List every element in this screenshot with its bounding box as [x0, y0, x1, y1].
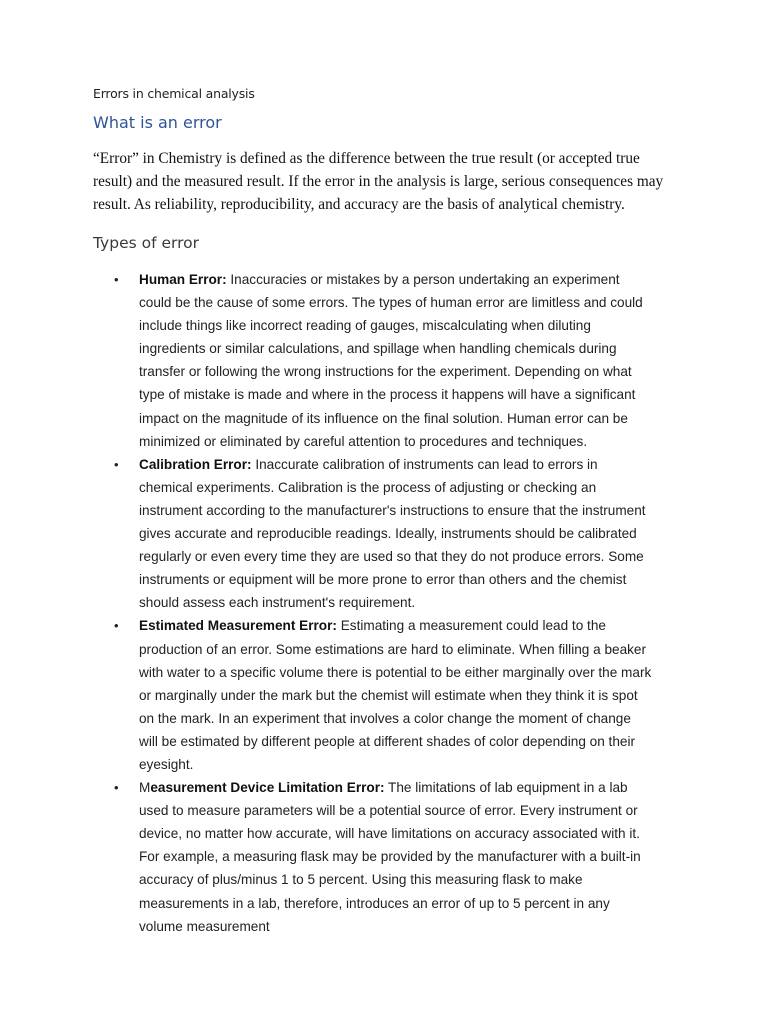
- list-item-line: with water to a specific volume there is potential to be either marginally over the mark: [139, 664, 652, 680]
- list-item-calibration-error: [0, 453, 768, 615]
- list-item-line: regularly or even every time they are used so that they do not produce errors. Some: [139, 549, 644, 565]
- list-item-line: could be the cause of some errors. The types of human error are limitless and could: [139, 295, 643, 311]
- list-item-line: chemical experiments. Calibration is the process of adjusting or checking an: [139, 479, 597, 495]
- list-item-line: accuracy of plus/minus 1 to 5 percent. Using this measuring flask to make: [139, 872, 583, 888]
- error-types-list: [0, 268, 768, 938]
- list-item-text: The limitations of lab equipment in a lab: [384, 780, 628, 796]
- list-item-text: Inaccuracies or mistakes by a person undertaking an experiment: [226, 272, 620, 287]
- list-item-line: For example, a measuring flask may be provided by the manufacturer with a built-in: [139, 849, 641, 865]
- list-item-line: instrument according to the manufacturer's instructions to ensure that the instrument: [139, 502, 646, 518]
- list-item-measurement-device-limitation-error: [0, 776, 768, 938]
- heading-types-of-error: Types of error: [93, 234, 199, 252]
- list-item-line: instruments or equipment will be more prone to error than others and the chemist: [139, 572, 627, 588]
- intro-line: result. As reliability, reproducibility, and accuracy are the basis of analytical chemistry.: [93, 196, 625, 213]
- list-item-line: type of mistake is made and where in the process it happens will have a significant: [139, 387, 636, 403]
- intro-line: result) and the measured result. If the error in the analysis is large, serious consequences may: [93, 173, 664, 190]
- list-item-line: include things like incorrect reading of gauges, miscalculating when diluting: [139, 318, 591, 334]
- list-item-line: production of an error. Some estimations are hard to eliminate. When filling a beaker: [139, 641, 647, 657]
- list-item-line: minimized or eliminated by careful attention to procedures and techniques.: [139, 433, 588, 449]
- list-item-line: on the mark. In an experiment that involves a color change the moment of change: [139, 710, 631, 726]
- list-item-line: used to measure parameters will be a potential source of error. Every instrument or: [139, 803, 638, 819]
- list-item-line: should assess each instrument's requirement.: [139, 595, 416, 611]
- list-item-line: measurements in a lab, therefore, introduces an error of up to 5 percent in any: [139, 895, 610, 911]
- intro-line: “Error” in Chemistry is defined as the difference between the true result (or accepted true: [93, 150, 640, 167]
- intro-paragraph: [93, 147, 693, 216]
- list-item-line: [139, 268, 768, 291]
- bullet-icon: •: [114, 272, 119, 287]
- error-term: Human Error:: [139, 272, 227, 287]
- list-item-line: [139, 453, 768, 476]
- list-item-human-error: [0, 268, 768, 453]
- list-item-text: Inaccurate calibration of instruments can lead to errors in: [251, 456, 598, 472]
- bullet-icon: •: [114, 780, 119, 796]
- list-item-line: will be estimated by different people at different shades of color depending on their: [139, 733, 635, 749]
- error-term-prefix: M: [139, 780, 151, 796]
- list-item-line: [139, 614, 768, 637]
- error-term: Calibration Error:: [139, 456, 252, 472]
- list-item-line: [139, 776, 768, 799]
- list-item-line: impact on the magnitude of its influence on the final solution. Human error can be: [139, 410, 628, 426]
- bullet-icon: •: [114, 456, 119, 472]
- list-item-line: device, no matter how accurate, will have limitations on accuracy associated with it.: [139, 826, 640, 842]
- error-term: Estimated Measurement Error:: [139, 618, 337, 634]
- list-item-line: volume measurement: [139, 918, 270, 934]
- error-term: easurement Device Limitation Error:: [150, 780, 385, 796]
- list-item-line: eyesight.: [139, 756, 194, 772]
- list-item-line: transfer or following the wrong instructions for the experiment. Depending on what: [139, 364, 632, 380]
- list-item-line: or marginally under the mark but the chemist will estimate when they think it is spot: [139, 687, 638, 703]
- list-item-line: ingredients or similar calculations, and spillage when handling chemicals during: [139, 341, 617, 357]
- document-title: Errors in chemical analysis: [93, 86, 255, 101]
- list-item-text: Estimating a measurement could lead to the: [336, 618, 606, 634]
- list-item-line: gives accurate and reproducible readings. Ideally, instruments should be calibrated: [139, 526, 637, 542]
- heading-what-is-an-error: What is an error: [93, 113, 222, 132]
- bullet-icon: •: [114, 618, 119, 634]
- list-item-estimated-measurement-error: [0, 614, 768, 776]
